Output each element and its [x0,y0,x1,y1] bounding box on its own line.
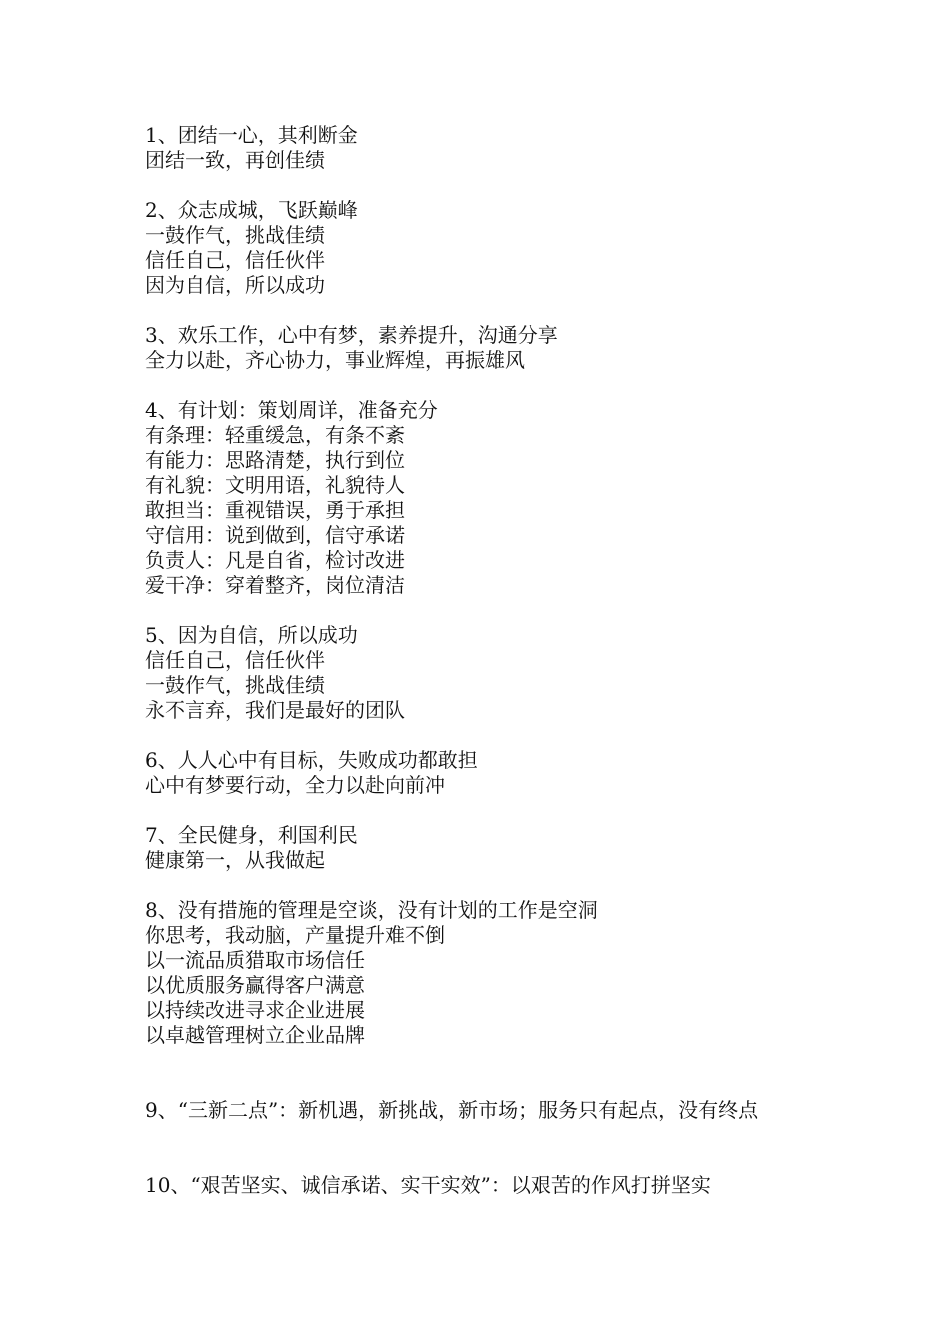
slogan-section-4 [145,398,815,598]
slogan-line: 以持续改进寻求企业进展 [145,998,365,1022]
slogan-section-10 [145,1173,815,1198]
slogan-line: 有条理：轻重缓急，有条不紊 [145,423,405,447]
slogan-section-1 [145,123,815,173]
slogan-section-8 [145,898,815,1048]
slogan-line: 永不言弃，我们是最好的团队 [145,698,405,722]
slogan-line: 8、没有措施的管理是空谈，没有计划的工作是空洞 [145,898,598,922]
slogan-line: 1、团结一心，其利断金 [145,123,358,147]
slogan-line: 心中有梦要行动，全力以赴向前冲 [145,773,445,797]
slogan-line: 2、众志成城，飞跃巅峰 [145,198,358,222]
slogan-section-6 [145,748,815,798]
slogan-section-7 [145,823,815,873]
slogan-line: 敢担当：重视错误，勇于承担 [145,498,405,522]
slogan-line: 信任自己，信任伙伴 [145,248,325,272]
slogan-line: 一鼓作气，挑战佳绩 [145,673,325,697]
slogan-line: 9、“三新二点”：新机遇，新挑战，新市场；服务只有起点，没有终点 [145,1098,759,1122]
slogan-line: 以一流品质猎取市场信任 [145,948,365,972]
slogan-line: 因为自信，所以成功 [145,273,325,297]
slogan-section-5 [145,623,815,723]
slogan-line: 以优质服务赢得客户满意 [145,973,365,997]
slogan-line: 负责人：凡是自省，检讨改进 [145,548,405,572]
slogan-line: 7、全民健身，利国利民 [145,823,358,847]
slogan-line: 6、人人心中有目标，失败成功都敢担 [145,748,478,772]
slogan-line: 以卓越管理树立企业品牌 [145,1023,365,1047]
slogan-line: 3、欢乐工作，心中有梦，素养提升，沟通分享 [145,323,558,347]
slogan-line: 守信用：说到做到，信守承诺 [145,523,405,547]
slogan-line: 全力以赴，齐心协力，事业辉煌，再振雄风 [145,348,525,372]
slogan-line: 信任自己，信任伙伴 [145,648,325,672]
slogan-list [145,123,815,1198]
slogan-line: 健康第一，从我做起 [145,848,325,872]
slogan-section-3 [145,323,815,373]
slogan-line: 有礼貌：文明用语，礼貌待人 [145,473,405,497]
slogan-line: 你思考，我动脑，产量提升难不倒 [145,923,445,947]
slogan-line: 5、因为自信，所以成功 [145,623,358,647]
slogan-line: 4、有计划：策划周详，准备充分 [145,398,438,422]
slogan-line: 有能力：思路清楚，执行到位 [145,448,405,472]
slogan-line: 一鼓作气，挑战佳绩 [145,223,325,247]
slogan-section-2 [145,198,815,298]
slogan-line: 团结一致，再创佳绩 [145,148,325,172]
slogan-section-9 [145,1098,815,1123]
slogan-line: 10、“艰苦坚实、诚信承诺、实干实效”：以艰苦的作风打拼坚实 [145,1173,711,1197]
slogan-line: 爱干净：穿着整齐，岗位清洁 [145,573,405,597]
